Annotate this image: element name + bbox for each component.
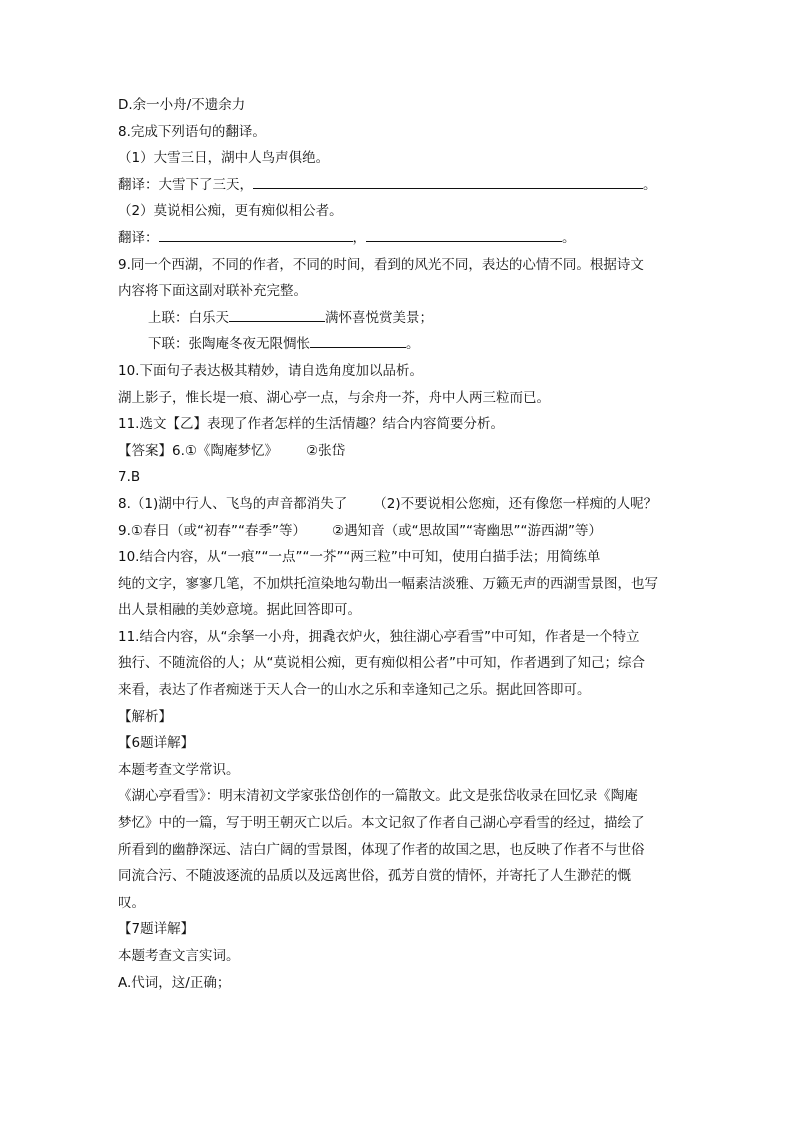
analysis-heading: 【解析】 [118, 708, 172, 725]
q6-detail-text: 同流合污、不随波逐流的品质以及远离世俗，孤芳自赏的情怀，并寄托了人生渺茫的慨 [118, 868, 631, 885]
q6-detail-text: 《湖心亭看雪》：明末清初文学家张岱创作的一篇散文。此文是张岱收录在回忆录《陶庵 [118, 788, 638, 805]
answer-7: 7.B [118, 469, 141, 486]
couplet-lower: 下联：张陶庵冬夜无限惆怅 。 [118, 331, 688, 358]
q7-detail-text: A.代词，这/正确； [118, 974, 231, 991]
answer-blank[interactable] [253, 172, 643, 189]
couplet-upper: 上联：白乐天 满怀喜悦赏美景； [118, 305, 688, 332]
option-d: D.余一小舟/不遗余力 [118, 97, 246, 113]
answer-10-cont: 出人景相融的美妙意境。据此回答即可。 [118, 602, 361, 619]
question-8: 8.完成下列语句的翻译。 [118, 123, 266, 140]
question-10: 10.下面句子表达极其精妙，请自选角度加以品析。 [118, 362, 423, 379]
answer-10-cont: 纯的文字，寥寥几笔，不加烘托渲染地勾勒出一幅素洁淡雅、万籁无声的西湖雪景图，也写 [118, 575, 658, 592]
answer-6: 【答案】6.①《陶庵梦忆》 ②张岱 [118, 442, 346, 459]
question-9: 9.同一个西湖，不同的作者，不同的时间，看到的风光不同，表达的心情不同。根据诗文 [118, 256, 644, 273]
answer-10: 10.结合内容，从“一痕”“一点”“一芥”“两三粒”中可知，使用白描手法；用简练单 [118, 549, 601, 566]
question-9-cont: 内容将下面这副对联补充完整。 [118, 283, 307, 300]
answer-blank[interactable] [229, 305, 325, 322]
answer-11-cont: 独行、不随流俗的人；从“莫说相公痴，更有痴似相公者”中可知，作者遇到了知己；综合 [118, 655, 645, 672]
q8-sentence-2: （2）莫说相公痴，更有痴似相公者。 [118, 203, 343, 220]
answer-8: 8.（1)湖中行人、飞鸟的声音都消失了 （2)不要说相公您痴，还有像您一样痴的人呢？ [118, 495, 658, 512]
question-10-quote: 湖上影子，惟长堤一痕、湖心亭一点，与余舟一芥，舟中人两三粒而已。 [118, 389, 550, 406]
answer-11-cont: 来看，表达了作者痴迷于天人合一的山水之乐和幸逢知己之乐。据此回答即可。 [118, 682, 591, 699]
question-11: 11.选文【乙】表现了作者怎样的生活情趣？结合内容简要分析。 [118, 416, 504, 433]
answer-blank[interactable] [159, 225, 353, 242]
q6-detail-text: 本题考查文学常识。 [118, 761, 240, 778]
q6-detail-text: 所看到的幽静深远、洁白广阔的雪景图，体现了作者的故国之思，也反映了作者不与世俗 [118, 841, 645, 858]
q8-translation-2: 翻译： ， 。 [118, 225, 688, 252]
q7-detail-text: 本题考查文言实词。 [118, 948, 240, 964]
q8-sentence-1: （1）大雪三日，湖中人鸟声俱绝。 [118, 150, 330, 167]
answer-blank[interactable] [310, 331, 406, 348]
document-page [118, 92, 688, 996]
answer-blank[interactable] [366, 225, 562, 242]
answer-9: 9.①春日（或“初春”“春季”等） ②遇知音（或“思故国”“寄幽思”“游西湖”等） [118, 522, 603, 539]
q7-detail-heading: 【7题详解】 [118, 921, 195, 938]
q6-detail-text: 梦忆》中的一篇，写于明王朝灭亡以后。本文记叙了作者自己湖心亭看雪的经过，描绘了 [118, 815, 645, 832]
answer-11: 11.结合内容，从“余拏一小舟，拥毳衣炉火，独往湖心亭看雪”中可知，作者是一个特立 [118, 628, 640, 645]
q6-detail-heading: 【6题详解】 [118, 735, 195, 752]
q8-translation-1: 翻译：大雪下了三天， 。 [118, 172, 688, 199]
q6-detail-text: 叹。 [118, 894, 145, 911]
